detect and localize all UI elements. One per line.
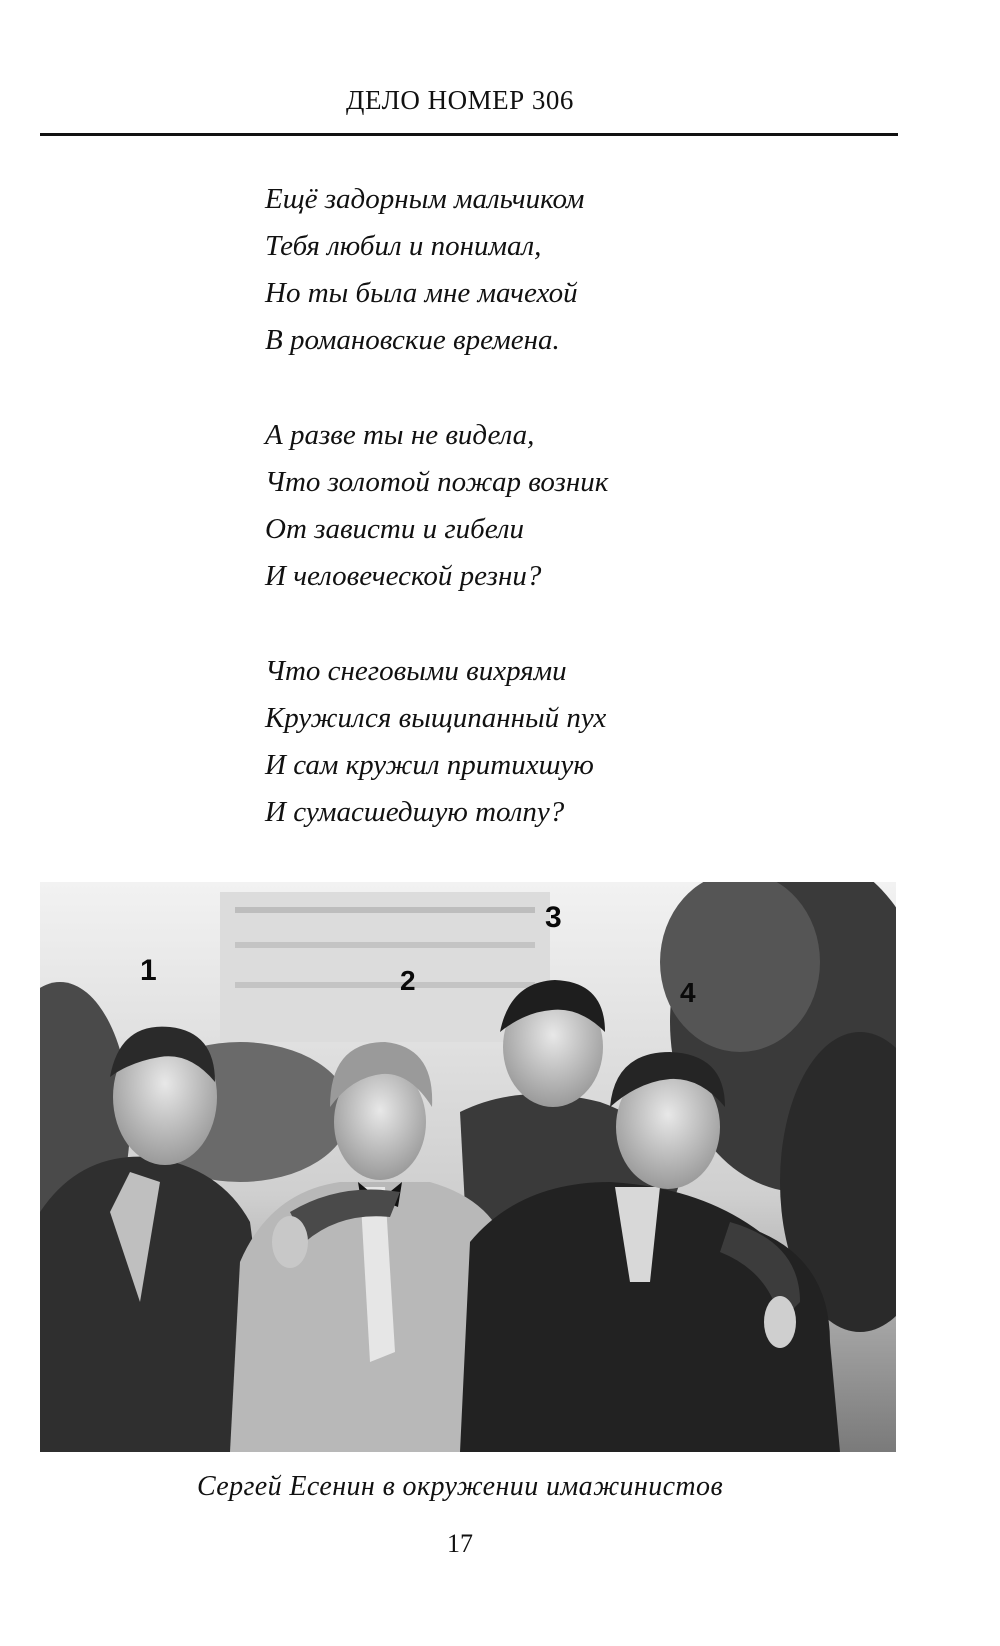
- poem-line: Тебя любил и понимал,: [265, 230, 542, 262]
- poem-line: Что золотой пожар возник: [265, 466, 609, 498]
- poem-line: Кружился выщипанный пух: [265, 702, 607, 734]
- page-number: 17: [447, 1529, 473, 1558]
- poem-line: И человеческой резни?: [265, 560, 542, 592]
- stanza-2: [265, 412, 905, 600]
- photo-marking-4: 4: [680, 977, 696, 1008]
- running-head: ДЕЛО НОМЕР 306: [346, 85, 574, 115]
- photo-marking-2: 2: [400, 965, 416, 996]
- group-photograph: [40, 882, 896, 1452]
- poem-line: Но ты была мне мачехой: [265, 277, 578, 309]
- poem-line: И сумасшедшую толпу?: [265, 796, 565, 828]
- photo-marking-1: 1: [140, 954, 157, 987]
- poem-line: Что снеговыми вихрями: [265, 655, 567, 687]
- photo-marking-3: 3: [545, 901, 562, 934]
- poem-line: В романовские времена.: [265, 324, 560, 356]
- poem-line: Ещё задорным мальчиком: [265, 183, 585, 215]
- stanza-3: [265, 648, 905, 836]
- header-rule: [40, 133, 898, 136]
- poem-line: И сам кружил притихшую: [265, 749, 594, 781]
- photo-caption: Сергей Есенин в окружении имажинистов: [196, 1471, 724, 1502]
- stanza-1: [265, 176, 905, 364]
- poem-line: От зависти и гибели: [265, 513, 525, 545]
- poem: [265, 176, 905, 884]
- photo-illustration: [40, 882, 896, 1452]
- poem-line: А разве ты не видела,: [265, 419, 535, 451]
